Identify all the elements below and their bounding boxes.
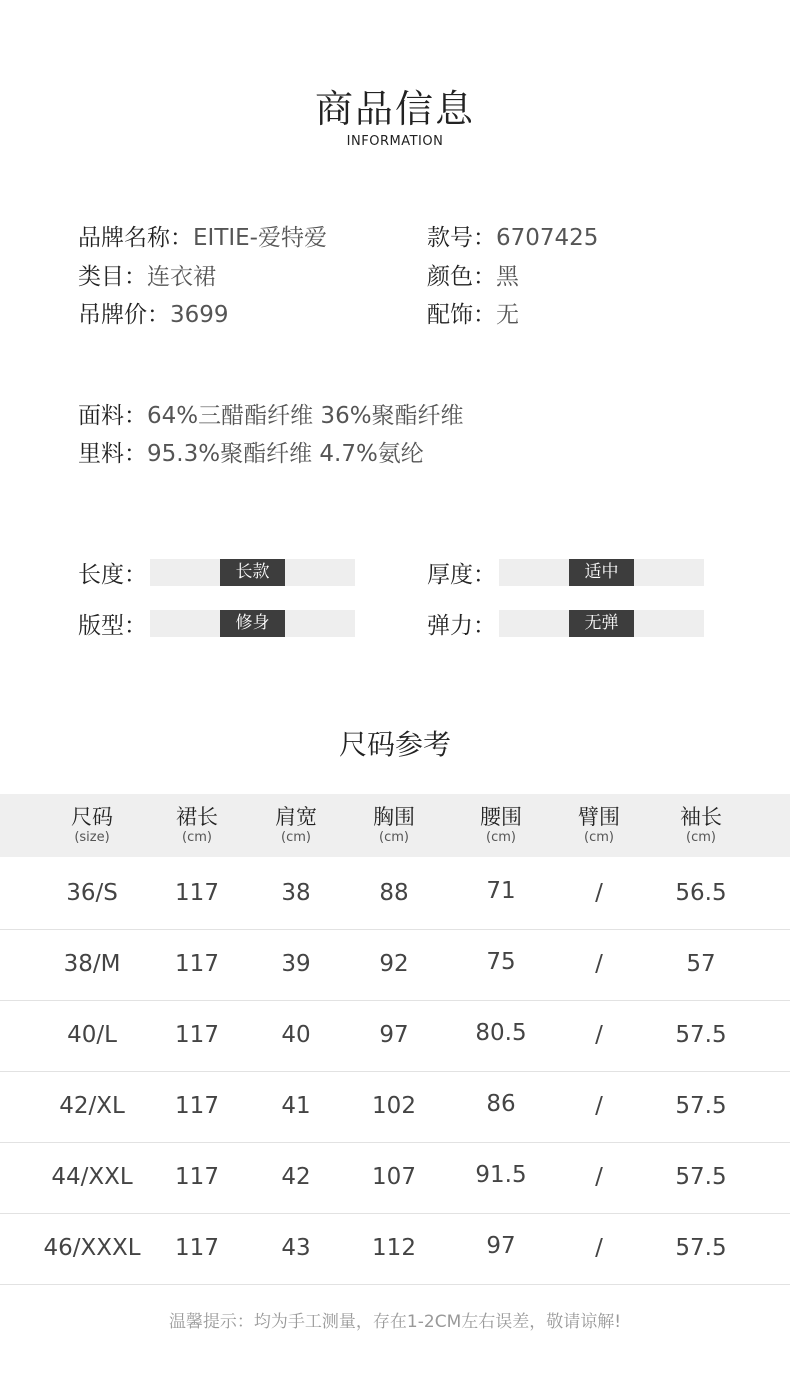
- table-cell: 97: [486, 1233, 516, 1259]
- table-cell: /: [595, 1164, 603, 1190]
- thickness-label: 厚度：: [427, 562, 496, 588]
- length-indicator: 长款: [220, 559, 285, 586]
- category-value: 连衣裙: [147, 264, 216, 290]
- table-cell: 80.5: [475, 1020, 527, 1046]
- thickness-attribute: [427, 559, 619, 588]
- fit-attribute: [78, 610, 270, 639]
- table-cell: 42/XL: [59, 1093, 125, 1119]
- size-table-header-cell: [680, 804, 722, 846]
- table-cell: 57.5: [675, 1022, 727, 1048]
- table-cell: 86: [486, 1091, 516, 1117]
- elasticity-label: 弹力：: [427, 613, 496, 639]
- lining-value: 95.3%聚酯纤维 4.7%氨纶: [147, 441, 424, 467]
- style-no-row: [427, 223, 598, 253]
- table-cell: 43: [281, 1235, 311, 1261]
- accessory-label: 配饰：: [427, 302, 496, 328]
- size-chart-title: 尺码参考: [338, 728, 451, 761]
- color-row: [427, 262, 519, 292]
- table-cell: 117: [175, 1093, 219, 1119]
- size-table-header-cell: [176, 804, 218, 846]
- header-cell-name: 腰围: [480, 805, 522, 829]
- table-cell: 102: [372, 1093, 416, 1119]
- header-cell-unit: (cm): [379, 830, 409, 845]
- length-label: 长度：: [78, 562, 147, 588]
- table-cell: 40: [281, 1022, 311, 1048]
- header-cell-unit: (cm): [486, 830, 516, 845]
- header-cell-unit: (cm): [686, 830, 716, 845]
- table-cell: /: [595, 1093, 603, 1119]
- brand-row: [78, 223, 327, 253]
- table-row: [0, 858, 790, 930]
- fit-indicator: 修身: [220, 610, 285, 637]
- category-row: [78, 262, 216, 292]
- table-cell: 71: [486, 878, 516, 904]
- color-label: 颜色：: [427, 264, 496, 290]
- table-cell: 117: [175, 951, 219, 977]
- length-attribute: [78, 559, 270, 588]
- header-cell-name: 尺码: [71, 805, 113, 829]
- category-label: 类目：: [78, 264, 147, 290]
- brand-value: EITIE-爱特爱: [193, 225, 327, 251]
- header-cell-name: 臂围: [578, 805, 620, 829]
- accessory-row: [427, 300, 519, 330]
- table-row: [0, 1213, 790, 1285]
- table-row: [0, 1000, 790, 1072]
- table-cell: 57.5: [675, 1164, 727, 1190]
- elasticity-attribute: [427, 610, 619, 639]
- table-cell: 107: [372, 1164, 416, 1190]
- table-cell: 57.5: [675, 1093, 727, 1119]
- table-cell: 44/XXL: [51, 1164, 133, 1190]
- fabric-label: 面料：: [78, 403, 147, 429]
- table-cell: 88: [379, 880, 409, 906]
- fabric-value: 64%三醋酯纤维 36%聚酯纤维: [147, 403, 464, 429]
- table-cell: 117: [175, 1022, 219, 1048]
- table-cell: /: [595, 880, 603, 906]
- page-subtitle: INFORMATION: [346, 134, 444, 149]
- table-cell: 38: [281, 880, 311, 906]
- table-cell: 117: [175, 1235, 219, 1261]
- accessory-value: 无: [496, 302, 519, 328]
- table-cell: 36/S: [66, 880, 118, 906]
- table-cell: 97: [379, 1022, 409, 1048]
- lining-row: [78, 439, 424, 469]
- style-no-value: 6707425: [496, 225, 599, 251]
- table-cell: 41: [281, 1093, 311, 1119]
- table-cell: 57.5: [675, 1235, 727, 1261]
- price-row: [78, 300, 229, 330]
- table-cell: 56.5: [675, 880, 727, 906]
- header-cell-name: 胸围: [373, 805, 415, 829]
- color-value: 黑: [496, 264, 519, 290]
- length-scale-bar: [150, 559, 355, 586]
- table-cell: 39: [281, 951, 311, 977]
- table-row: [0, 929, 790, 1001]
- footer-note: 温馨提示：均为手工测量，存在1-2CM左右误差，敬请谅解!: [168, 1312, 622, 1332]
- header-cell-unit: (cm): [182, 830, 212, 845]
- style-no-label: 款号：: [427, 225, 496, 251]
- page-title: 商品信息: [314, 87, 475, 131]
- header-cell-unit: (cm): [281, 830, 311, 845]
- table-cell: /: [595, 1022, 603, 1048]
- header-cell-unit: (cm): [584, 830, 614, 845]
- header-cell-unit: (size): [74, 830, 110, 845]
- table-cell: 46/XXXL: [43, 1235, 141, 1261]
- table-row: [0, 1071, 790, 1143]
- table-row: [0, 1142, 790, 1214]
- size-table-header-cell: [275, 804, 317, 846]
- fit-scale-bar: [150, 610, 355, 637]
- table-cell: 40/L: [67, 1022, 117, 1048]
- thickness-indicator: 适中: [569, 559, 634, 586]
- header-cell-name: 裙长: [176, 805, 218, 829]
- price-value: 3699: [170, 302, 229, 328]
- size-table-header: [0, 794, 790, 857]
- table-cell: 117: [175, 880, 219, 906]
- size-table-header-cell: [71, 804, 113, 846]
- table-cell: 57: [686, 951, 716, 977]
- size-table-header-cell: [373, 804, 415, 846]
- table-cell: 38/M: [63, 951, 121, 977]
- header-cell-name: 肩宽: [275, 805, 317, 829]
- table-cell: 42: [281, 1164, 311, 1190]
- table-cell: 91.5: [475, 1162, 527, 1188]
- table-cell: 117: [175, 1164, 219, 1190]
- table-cell: 75: [486, 949, 516, 975]
- size-table-header-cell: [480, 804, 522, 846]
- thickness-scale-bar: [499, 559, 704, 586]
- table-cell: 112: [372, 1235, 416, 1261]
- fabric-row: [78, 401, 464, 431]
- elasticity-indicator: 无弹: [569, 610, 634, 637]
- elasticity-scale-bar: [499, 610, 704, 637]
- table-cell: /: [595, 1235, 603, 1261]
- table-cell: /: [595, 951, 603, 977]
- fit-label: 版型：: [78, 613, 147, 639]
- lining-label: 里料：: [78, 441, 147, 467]
- price-label: 吊牌价：: [78, 302, 170, 328]
- size-table-header-cell: [578, 804, 620, 846]
- header-cell-name: 袖长: [680, 805, 722, 829]
- brand-label: 品牌名称：: [78, 225, 193, 251]
- table-cell: 92: [379, 951, 409, 977]
